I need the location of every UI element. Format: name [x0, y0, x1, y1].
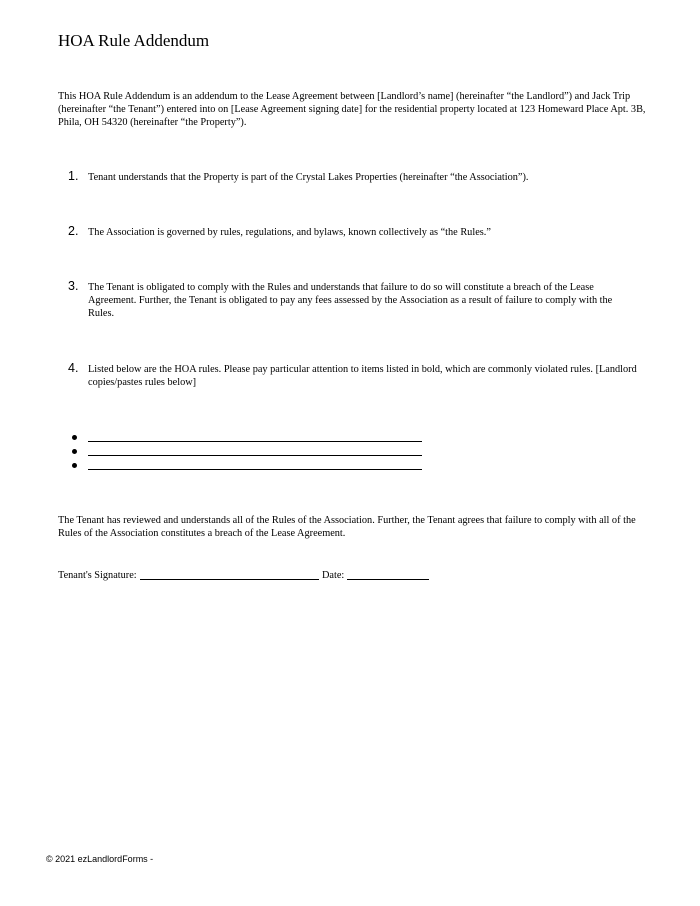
- rule-blank-3: [72, 460, 432, 472]
- intro-paragraph: This HOA Rule Addendum is an addendum to the Lease Agreement between [Landlord’s name] (hereinafter “the Landlord”) and Jack Trip (hereinafter “the Tenant”) entered into on [Lease Agreement signing date] for the residential property located at 123 Homeward Place Apt. 3B, Phila, OH 54320 (hereinafter “the Property”).: [58, 91, 646, 129]
- item-text: Listed below are the HOA rules. Please pay particular attention to items listed in bold, which are commonly violated rules. [Landlord copies/pastes rules below]: [88, 364, 637, 389]
- item-text: Tenant understands that the Property is part of the Crystal Lakes Properties (hereinafter “the Association”).: [88, 172, 529, 183]
- signature-line[interactable]: [140, 579, 319, 580]
- item-number: 3.: [68, 279, 79, 293]
- date-line[interactable]: [347, 579, 429, 580]
- date-label: Date:: [322, 570, 345, 581]
- bullet-icon: [72, 435, 77, 440]
- signature-row: [58, 569, 458, 583]
- signature-label: Tenant's Signature:: [58, 570, 137, 581]
- item-text: The Association is governed by rules, regulations, and bylaws, known collectively as “the Rules.”: [88, 227, 491, 238]
- rule-blank-1: [72, 432, 432, 444]
- page-title: HOA Rule Addendum: [58, 31, 210, 50]
- footer-copyright: © 2021 ezLandlordForms -: [46, 854, 154, 864]
- rule-blank-line[interactable]: [88, 469, 422, 470]
- item-number: 1.: [68, 169, 79, 183]
- closing-paragraph: The Tenant has reviewed and understands all of the Rules of the Association. Further, the Tenant agrees that failure to comply with all of the Rules of the Association constitutes a breach of the Lease Agreement.: [58, 515, 636, 540]
- rule-blank-line[interactable]: [88, 441, 422, 442]
- item-text: The Tenant is obligated to comply with the Rules and understands that failure to do so will constitute a breach of the Lease Agreement. Further, the Tenant is obligated to pay any fees assessed by the Association as a result of failure to comply with the Rules.: [88, 282, 613, 320]
- rule-blank-line[interactable]: [88, 455, 422, 456]
- item-number: 4.: [68, 361, 79, 375]
- bullet-icon: [72, 463, 77, 468]
- bullet-icon: [72, 449, 77, 454]
- rule-blank-2: [72, 446, 432, 458]
- item-number: 2.: [68, 224, 79, 238]
